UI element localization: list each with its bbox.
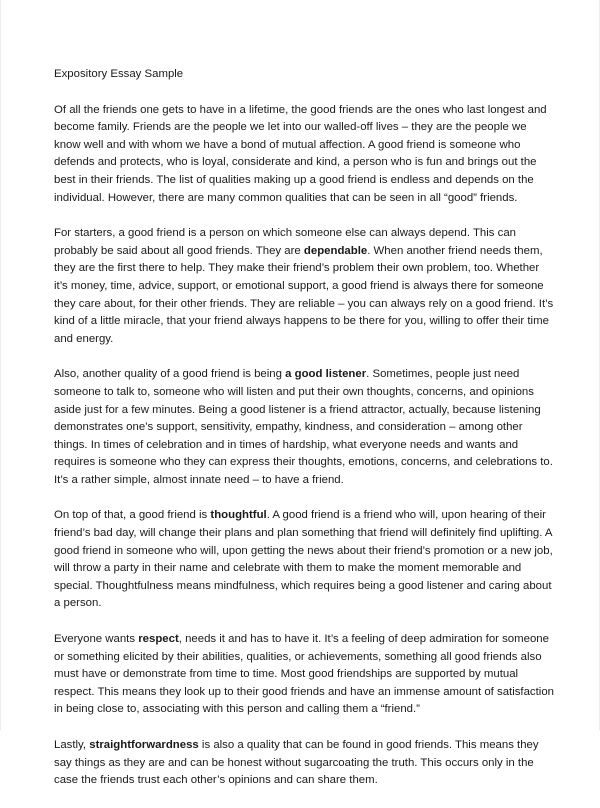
paragraph-text: For starters, a good friend is a person on which someone else can always depend. This can probably be said about all good friends. They are [54, 227, 516, 257]
paragraph-text: . When another friend needs them, they are the first there to help. They make their friend’s problem their own problem, too. Whether it’s money, time, advice, support, or emotional support, a good friend is always there for someone they care about, for their other friends. They are reliable – you can always rely on a good friend. It’s kind of a little miracle, that your friend always happens to be there for you, willing to offer their time and energy. [54, 244, 554, 345]
keyword-bold: thoughtful [210, 509, 267, 522]
paragraph-intro [54, 102, 556, 208]
paragraph-text: Of all the friends one gets to have in a lifetime, the good friends are the ones who last longest and become family. Friends are the people we let into our walled-off lives – they are the people we know well and with whom we have a bond of mutual affection. A good friend is someone who defends and protects, who is loyal, considerate and kind, a person who is fun and brings out the best in their friends. The list of qualities making up a good friend is endless and depends on the individual. However, there are many common qualities that can be seen in all “good” friends. [54, 103, 547, 204]
paragraph-text: Also, another quality of a good friend is being [54, 368, 286, 381]
paragraph-text: On top of that, a good friend is [54, 509, 211, 522]
paragraph-text: is also a quality that can be found in good friends. This means they say things as they are and can be honest without sugarcoating the truth. This occurs only in the case the friends trust each other’s opinions and can share them. [54, 739, 539, 787]
keyword-bold: respect [138, 633, 179, 646]
essay-title: Expository Essay Sample [54, 68, 184, 80]
keyword-bold: dependable [303, 244, 368, 257]
paragraph-straightforwardness [54, 737, 556, 790]
paragraph-text: Lastly, [54, 739, 90, 751]
paragraph-listener [54, 366, 556, 489]
keyword-bold: straightforwardness [89, 739, 199, 751]
paragraph-text: , needs it and has to have it. It’s a feeling of deep admiration for someone or something elicited by their abilities, qualities, or achievements, something all good friends also must have or demonstrate from time to time. Most good friendships are supported by mutual respect. This means they look up to their good friends and have an immense amount of satisfaction in being close to, associating with this person and calling them a “friend.” [54, 633, 554, 716]
paragraph-text: Everyone wants [54, 633, 139, 646]
paragraph-respect [54, 631, 556, 719]
essay-body [54, 66, 556, 808]
paragraph-thoughtful [54, 507, 556, 613]
keyword-bold: a good listener [285, 368, 367, 381]
paragraph-dependable [54, 225, 556, 348]
paragraph-text: . Sometimes, people just need someone to talk to, someone who will listen and put their own thoughts, concerns, and opinions aside just for a few minutes. Being a good listener is a friend attractor, actually, because listening demonstrates one’s support, sensitivity, empathy, kindness, and consideration – among other things. In times of celebration and in times of hardship, what everyone needs and wants and requires is someone who they can express their thoughts, emotions, concerns, and celebrations to. It’s a rather simple, almost innate need – to have a friend. [54, 368, 553, 486]
paragraph-text: . A good friend is a friend who will, upon hearing of their friend’s bad day, will change their plans and plan something that friend will definitely find uplifting. A good friend in someone who will, upon getting the news about their friend’s promotion or a new job, will throw a party in their name and celebrate with them to make the moment memorable and special. Thoughtfulness means mindfulness, which requires being a good listener and caring about a person. [54, 509, 553, 610]
